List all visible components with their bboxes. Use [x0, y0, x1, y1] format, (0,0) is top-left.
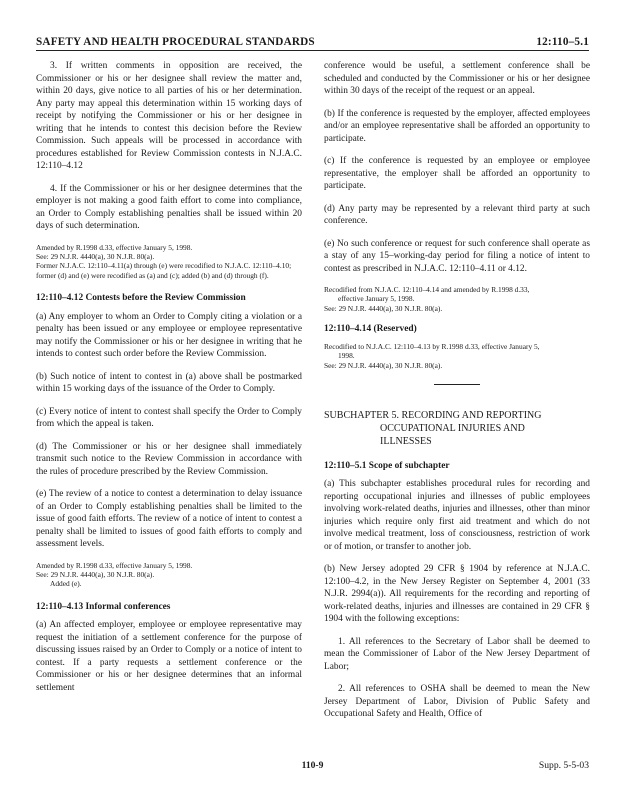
section-4-13-e: (e) No such conference or request for such conference shall operate as a stay of any 15–working-day period for filing a notice of intent to contest as prescribed in N.J.A.C. 12:110–4.11 or 4.12.: [324, 238, 590, 274]
paragraph-4: 4. If the Commissioner or his or her designee determines that the employer is not making a good faith effort to come into compliance, an Order to Comply establishing penalties shall be issued within 20 days of such determination.: [36, 183, 302, 231]
running-header: [36, 36, 589, 51]
section-4-12-e: (e) The review of a notice to contest a determination to delay issuance of an Order to Comply establishing penalties shall be limited to the issue of good faith efforts. The review of a notice of intent to contest a penalty shall be limited to issues of good faith efforts to comply and assessment levels.: [36, 489, 302, 550]
header-title: SAFETY AND HEALTH PROCEDURAL STANDARDS: [36, 36, 315, 48]
subchapter-heading: SUBCHAPTER 5. RECORDING AND REPORTING OCCUPATIONAL INJURIES AND ILLNESSES: [324, 409, 542, 447]
history-note-4-14: Recodified to N.J.A.C. 12:110–4.13 by R.1998 d.33, effective January 5, 1998. See: 29 N.J.R. 4440(a), 30 N.J.R. 80(a).: [324, 341, 540, 370]
section-heading-4-13: 12:110–4.13 Informal conferences: [36, 601, 171, 612]
right-column: [324, 60, 590, 731]
exception-2: 2. All references to OSHA shall be deemed to mean the New Jersey Department of Labor, Division of Public Safety and Occupational Safety and Health, Office of: [324, 684, 590, 720]
section-5-1-b: (b) New Jersey adopted 29 CFR § 1904 by reference at N.J.A.C. 12:100–4.2, in the New Jersey Register on September 4, 2001 (33 N.J.R. 2994(a)). All requirements for the recording and reporting of work-related deaths, injuries and illnesses are contained in 29 CFR § 1904 with the following exceptions:: [324, 564, 590, 625]
section-heading-5-1: 12:110–5.1 Scope of subchapter: [324, 460, 450, 471]
section-4-12-d: (d) The Commissioner or his or her designee shall immediately transmit such notice to the Review Commission in accordance with the rules of procedure prescribed by the Review Commission.: [36, 441, 302, 477]
paragraph-3: 3. If written comments in opposition are received, the Commissioner or his or her designee shall review the matter and, within 20 days, give notice to all parties of his or her determination. Any party may appeal this determination within 15 working days of receipt by notifying the Commissioner or his or her designee in writing that he intends to contest this decision before the Review Commission. Such appeals will be processed in accordance with procedures established for Review Commission contests in N.J.A.C. 12:110–4.12: [36, 61, 302, 171]
section-5-1-a: (a) This subchapter establishes procedural rules for recording and reporting occupational injuries and illnesses of public employees involving work-related deaths, injuries and illnesses, other than minor injuries which require only first aid treatment and which do not involve medical treatment, loss of consciousness, restriction of work or of motion, or transfer to another job.: [324, 479, 590, 552]
supplement-date: Supp. 5-5-03: [538, 760, 589, 771]
history-note-4-12: Amended by R.1998 d.33, effective January 5, 1998. See: 29 N.J.R. 4440(a), 30 N.J.R. 80(a). Added (e).: [36, 560, 193, 589]
exception-1: 1. All references to the Secretary of Labor shall be deemed to mean the Commissioner of Labor of the New Jersey Department of Labor;: [324, 636, 590, 672]
page-number: 110-9: [301, 760, 324, 771]
section-4-13-a-continued: conference would be useful, a settlement conference shall be scheduled and conducted by the Commissioner or his or her designee within 30 days of the receipt of the request or an appeal.: [324, 61, 590, 96]
header-section-number: 12:110–5.1: [536, 36, 589, 48]
history-note-4-13: Recodified from N.J.A.C. 12:110–4.14 and amended by R.1998 d.33, effective January 5, 1998. See: 29 N.J.R. 4440(a), 30 N.J.R. 80(a).: [324, 285, 530, 313]
section-4-12-b: (b) Such notice of intent to contest in (a) above shall be postmarked within 15 working days of the issuance of the Order to Comply.: [36, 371, 302, 395]
section-heading-4-14: 12:110–4.14 (Reserved): [324, 324, 417, 335]
section-4-12-c: (c) Every notice of intent to contest shall specify the Order to Comply from which the appeal is taken.: [36, 406, 302, 430]
section-4-13-b: (b) If the conference is requested by the employer, affected employees and/or an employee representative shall be afforded an opportunity to participate.: [324, 108, 590, 144]
section-4-13-d: (d) Any party may be represented by a relevant third party at such conference.: [324, 203, 590, 226]
section-4-13-c: (c) If the conference is requested by an employee or employee representative, the employer shall be afforded an opportunity to participate.: [324, 156, 590, 191]
section-4-12-a: (a) Any employer to whom an Order to Comply citing a violation or a penalty has been issued or any employee or employee representative may notify the Commissioner or his or her designee in writing that he intends to contest such order before the Review Commission.: [36, 311, 302, 360]
section-4-13-a: (a) An affected employer, employee or employee representative may request the initiation of a settlement conference for the purpose of discussing issues raised by an Order to Comply or a notice of intent to contest. If a party requests a settlement conference or the Commissioner or his or her designee determines that an informal settlement: [36, 620, 302, 693]
left-column: [36, 60, 302, 704]
history-note-4-11: Amended by R.1998 d.33, effective January 5, 1998. See: 29 N.J.R. 4440(a), 30 N.J.R. 80(a). Former N.J.A.C. 12:110–4.11(a) through (e) were recodified to N.J.A.C. 12:110–4.10; former (d) and (e) were recodified as (a) and (c); added (b) and (d) through (f).: [36, 242, 292, 280]
section-divider: [434, 384, 480, 385]
section-heading-4-12: 12:110–4.12 Contests before the Review Commission: [36, 293, 246, 304]
